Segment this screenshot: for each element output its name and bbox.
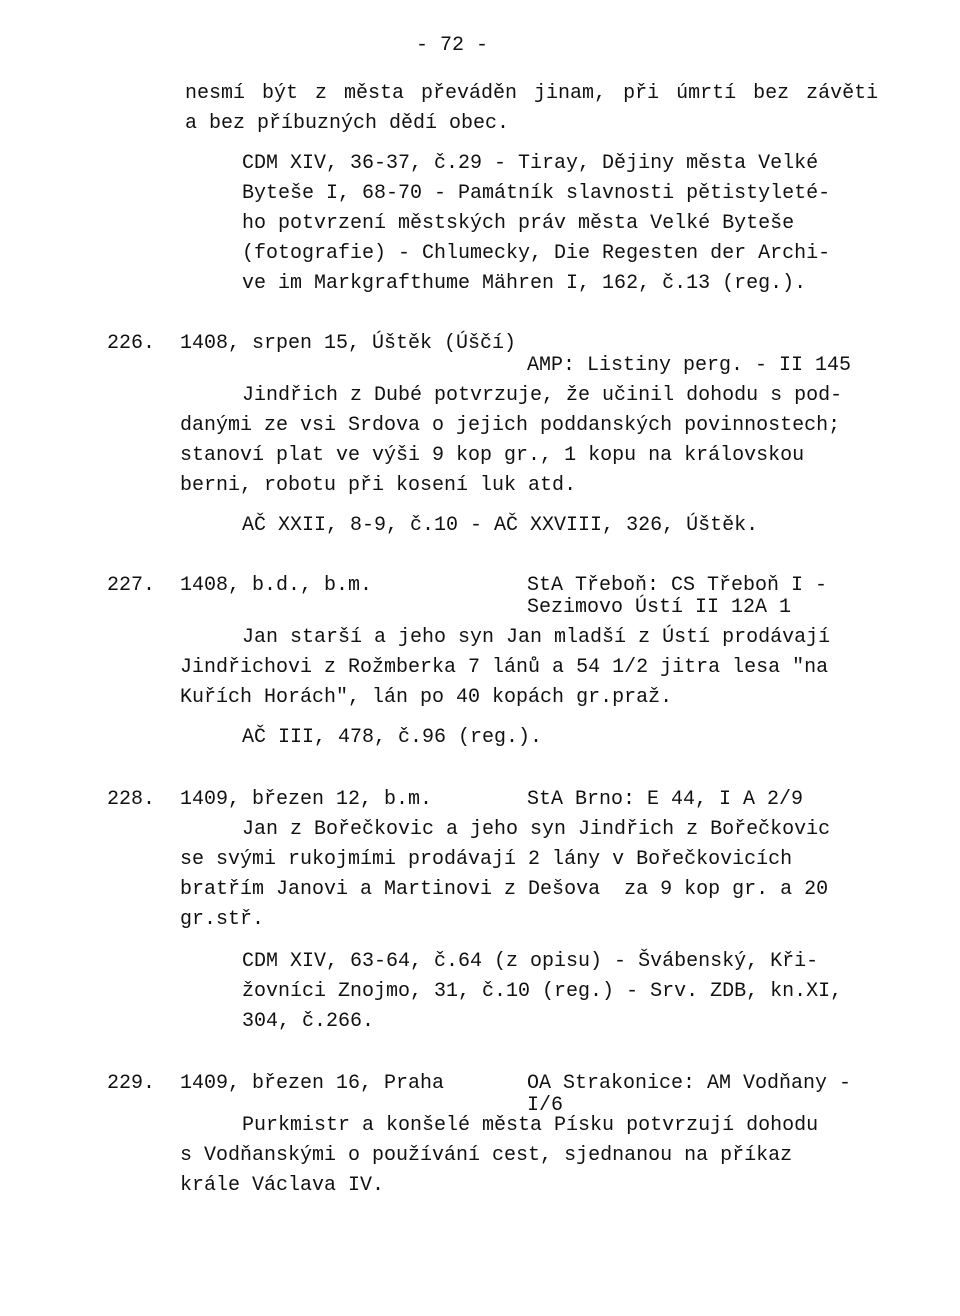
entry-date-place: 1409, březen 12, b.m. <box>180 788 433 811</box>
entry-number: 226. <box>107 332 156 355</box>
entry-text-line: bratřím Janovi a Martinovi z Dešova za 9 kop gr. a 20 <box>180 878 829 901</box>
entry-text-line: se svými rukojmími prodávají 2 lány v Bořečkovicích <box>180 848 793 871</box>
entry-number: 227. <box>107 574 156 597</box>
entry-number: 229. <box>107 1072 156 1095</box>
intro-line: nesmí být z města převáděn jinam, při úmrtí bez závěti <box>185 82 879 105</box>
entry-text-line: Jindřich z Dubé potvrzuje, že učinil dohodu s pod- <box>242 384 843 407</box>
entry-archive: OA Strakonice: AM Vodňany - <box>527 1072 852 1095</box>
entry-text-line: krále Václava IV. <box>180 1174 385 1197</box>
entry-text-line: Jan z Bořečkovic a jeho syn Jindřich z Bořečkovic <box>242 818 831 841</box>
entry-text-line: stanoví plat ve výši 9 kop gr., 1 kopu na královskou <box>180 444 805 467</box>
entry-archive: I/6 <box>527 1094 564 1117</box>
entry-archive: Sezimovo Ústí II 12A 1 <box>527 596 792 619</box>
intro-reference-line: Byteše I, 68-70 - Památník slavnosti pětistyleté- <box>242 182 831 205</box>
entry-date-place: 1408, srpen 15, Úštěk (Úščí) <box>180 332 517 355</box>
intro-reference-line: (fotografie) - Chlumecky, Die Regesten der Archi- <box>242 242 831 265</box>
entry-number: 228. <box>107 788 156 811</box>
intro-reference-line: CDM XIV, 36-37, č.29 - Tiray, Dějiny města Velké <box>242 152 819 175</box>
entry-reference-line: AČ XXII, 8-9, č.10 - AČ XXVIII, 326, Úštěk. <box>242 514 759 537</box>
entry-date-place: 1408, b.d., b.m. <box>180 574 373 597</box>
entry-text-line: s Vodňanskými o používání cest, sjednanou na příkaz <box>180 1144 793 1167</box>
entry-archive: AMP: Listiny perg. - II 145 <box>527 354 852 377</box>
entry-text-line: Jindřichovi z Rožmberka 7 lánů a 54 1/2 jitra lesa "na <box>180 656 829 679</box>
entry-reference-line: AČ III, 478, č.96 (reg.). <box>242 726 543 749</box>
intro-line: a bez příbuzných dědí obec. <box>185 112 510 135</box>
entry-reference-line: CDM XIV, 63-64, č.64 (z opisu) - Švábenský, Kři- <box>242 950 819 973</box>
entry-text-line: Kuřích Horách", lán po 40 kopách gr.praž. <box>180 686 673 709</box>
entry-text-line: Purkmistr a konšelé města Písku potvrzují dohodu <box>242 1114 819 1137</box>
entry-reference-line: 304, č.266. <box>242 1010 375 1033</box>
page-number: - 72 - <box>416 34 489 57</box>
entry-text-line: gr.stř. <box>180 908 265 931</box>
entry-text-line: berni, robotu při kosení luk atd. <box>180 474 577 497</box>
intro-reference-line: ho potvrzení městských práv města Velké Byteše <box>242 212 795 235</box>
entry-text-line: danými ze vsi Srdova o jejich poddanských povinnostech; <box>180 414 841 437</box>
entry-reference-line: žovníci Znojmo, 31, č.10 (reg.) - Srv. ZDB, kn.XI, <box>242 980 843 1003</box>
intro-reference-line: ve im Markgrafthume Mähren I, 162, č.13 (reg.). <box>242 272 807 295</box>
entry-archive: StA Brno: E 44, I A 2/9 <box>527 788 804 811</box>
entry-archive: StA Třeboň: CS Třeboň I - <box>527 574 828 597</box>
entry-text-line: Jan starší a jeho syn Jan mladší z Ústí prodávají <box>242 626 831 649</box>
entry-date-place: 1409, březen 16, Praha <box>180 1072 445 1095</box>
